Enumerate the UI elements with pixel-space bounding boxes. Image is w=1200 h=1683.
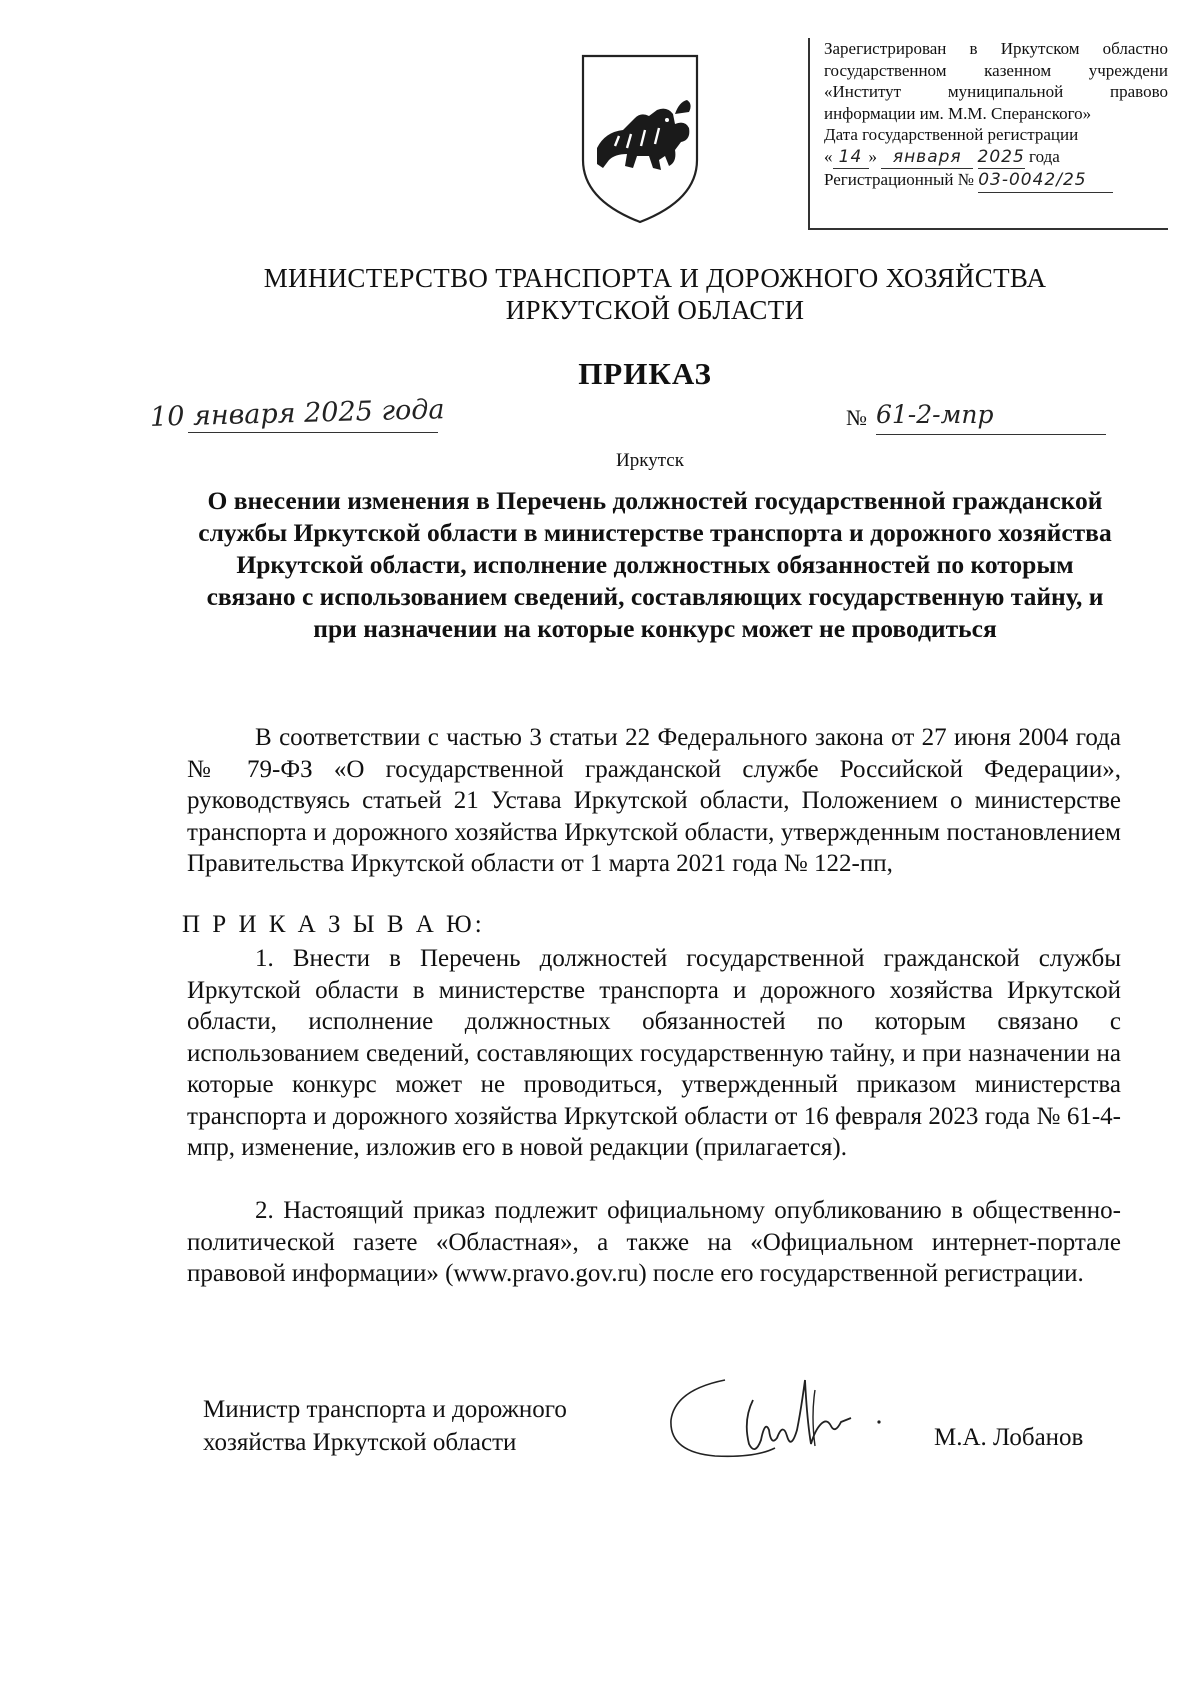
signatory-title-line2: хозяйства Иркутской области [203, 1429, 517, 1456]
order-subject-heading: О внесении изменения в Перечень должностей государственной гражданской службы Иркутской области в министерстве транспорта и дорожного хозяйства Иркутской области, исполнение должностных обязанностей по которым связано с использованием сведений, составляющих государственную тайну, и при назначении на которые конкурс может не проводиться [198, 486, 1112, 643]
stamp-date-suffix: года [1029, 146, 1060, 166]
stamp-date-month: января [881, 147, 973, 170]
order-number-handwritten: 61-2-мпр [876, 400, 994, 429]
stamp-line: информации им. М.М. Сперанского» [824, 103, 1092, 123]
order-date-handwritten: 10 января 2025 года [149, 394, 445, 433]
order-date-underline [188, 432, 438, 433]
stamp-reg-label: Регистрационный № [824, 170, 974, 189]
registration-stamp [808, 38, 1168, 230]
preamble-paragraph: В соответствии с частью 3 статьи 22 Федерального закона от 27 июня 2004 года № 79-ФЗ «О государственной гражданской службе Российской Федерации», руководствуясь статьей 21 Устава Иркутской области, Положением о министерстве транспорта и дорожного хозяйства Иркутской области, утвержденным постановлением Правительства Иркутской области от 1 марта 2021 года № 122-пп, [187, 724, 1121, 877]
order-number-prefix: № [846, 405, 867, 430]
signatory-title-line1: Министр транспорта и дорожного [203, 1396, 567, 1423]
ministry-name-line1: МИНИСТЕРСТВО ТРАНСПОРТА И ДОРОЖНОГО ХОЗЯЙСТВА [263, 263, 1047, 293]
document-type-title: ПРИКАЗ [578, 356, 712, 391]
stamp-line: Зарегистрирован в Иркутском областно [824, 39, 1168, 58]
stamp-date-open-quote: « [824, 146, 833, 166]
stamp-date-day: 14 [833, 147, 869, 170]
stamp-reg-number: 03-0042/25 [978, 170, 1113, 193]
order-item-2: 2. Настоящий приказ подлежит официальному опубликованию в общественно-политической газете «Областная», а также на «Официальном интернет-портале правовой информации» (www.pravo.gov.ru) после его государственной регистрации. [187, 1197, 1121, 1287]
stamp-line: «Институт муниципальной правово [824, 82, 1168, 101]
stamp-date-year: 2025 [978, 147, 1025, 170]
handwritten-signature [665, 1360, 925, 1480]
city-name: Иркутск [616, 450, 684, 471]
stamp-registration-date [824, 146, 1168, 170]
order-item-1: 1. Внести в Перечень должностей государственной гражданской службы Иркутской области в министерстве транспорта и дорожного хозяйства Иркутской области, исполнение должностных обязанностей по которым связано с использованием сведений, составляющих государственную тайну, и при назначении на которые конкурс может не проводиться, утвержденный приказом министерства транспорта и дорожного хозяйства Иркутской области от 16 февраля 2023 года № 61-4-мпр, изменение, изложив его в новой редакции (прилагается). [187, 945, 1121, 1161]
stamp-date-close-quote: » [868, 146, 877, 166]
coat-of-arms-emblem [575, 50, 705, 230]
signatory-title [203, 1393, 567, 1459]
stamp-registration-number [824, 169, 1168, 193]
orders-keyword: П Р И К А З Ы В А Ю: [182, 911, 485, 938]
ministry-name-line2: ИРКУТСКОЙ ОБЛАСТИ [505, 295, 805, 325]
stamp-line: государственном казенном учреждени [824, 60, 1168, 80]
order-number-underline [876, 434, 1106, 435]
ministry-name [0, 262, 1200, 326]
stamp-line: Дата государственной регистрации [824, 125, 1079, 144]
signatory-name: М.А. Лобанов [934, 1424, 1084, 1451]
